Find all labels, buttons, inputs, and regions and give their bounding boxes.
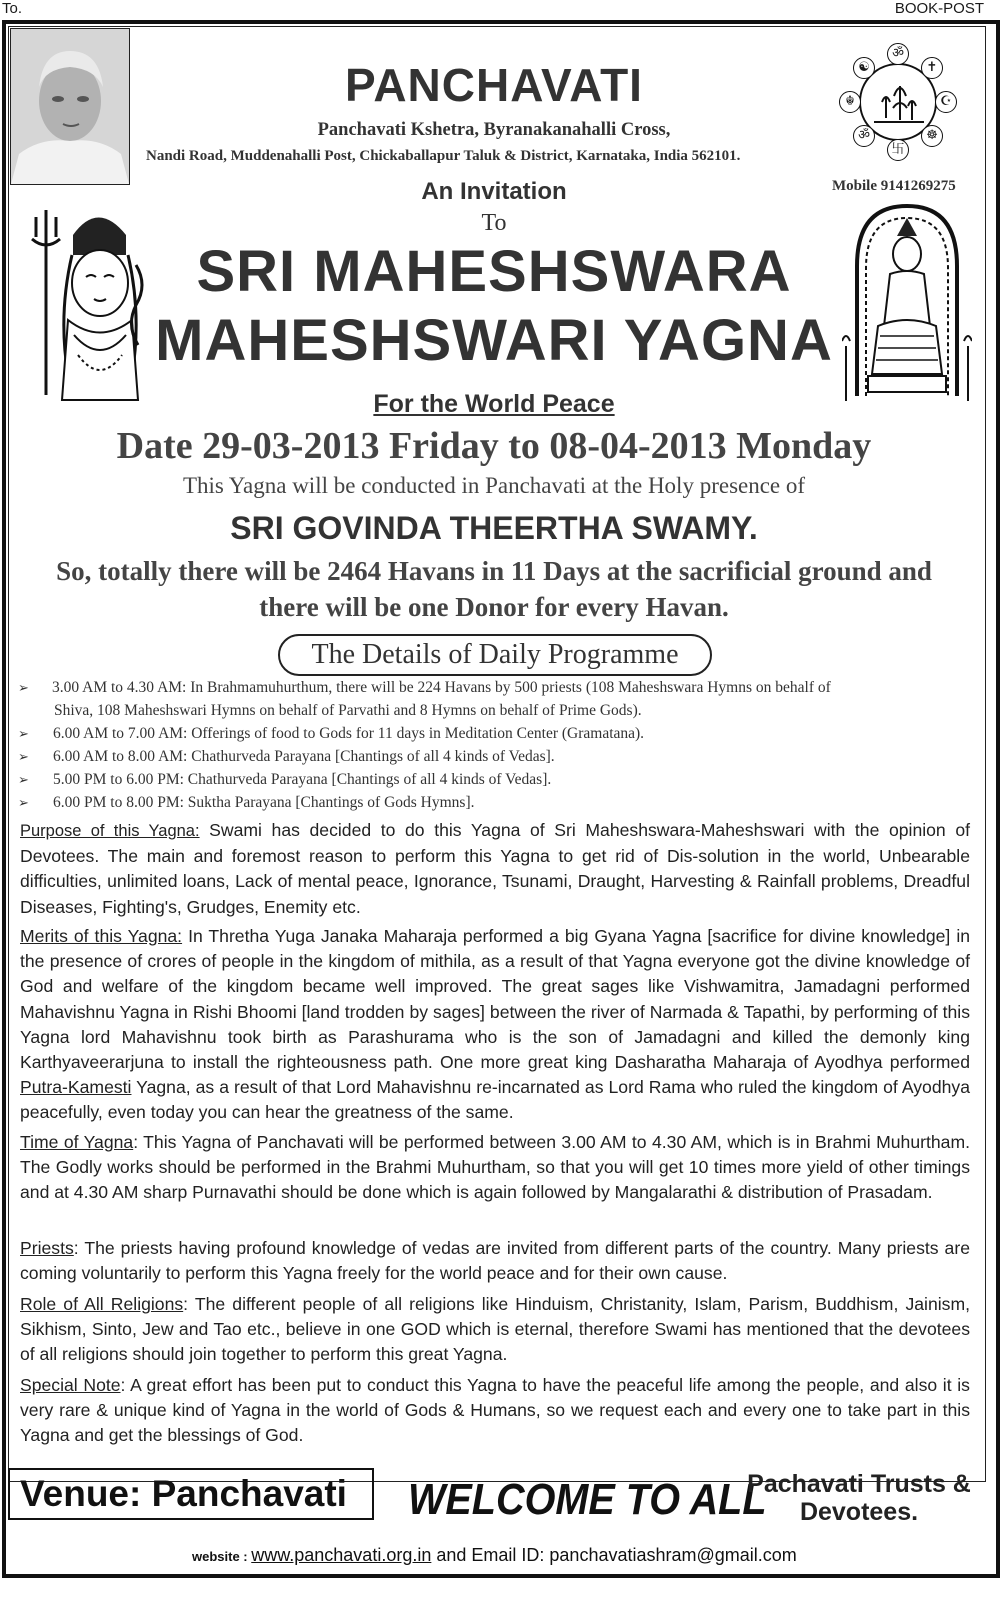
special-note-heading: Special Note (20, 1375, 121, 1395)
contact-line (192, 1545, 797, 1566)
to-line: To (481, 210, 507, 236)
religions-section (20, 1292, 970, 1368)
emblem-symbol-icon: ☯ (853, 57, 875, 79)
venue-box (8, 1468, 374, 1520)
emblem-symbol-icon: 卐 (887, 139, 909, 161)
special-note-section (20, 1373, 970, 1449)
trusts-line-1: Pachavati Trusts & (747, 1470, 971, 1498)
emblem-symbol-icon: ॐ (887, 43, 909, 65)
merits-heading: Merits of this Yagna: (20, 926, 183, 946)
emblem-symbol-icon: ☬ (839, 91, 861, 113)
time-text: : This Yagna of Panchavati will be performed between 3.00 AM to 4.30 AM, which is in Brahmi Muhurtham. The Godly works should be performed in the Brahmi Muhurtham, so that you will get 10 times more yield of other timings and at 4.30 AM sharp Purnavathi should be done which is again followed by Mangalarathi & distribution of Prasadam. (20, 1132, 970, 1203)
book-post-label: BOOK-POST (894, 0, 984, 17)
arrow-icon: ➢ (18, 772, 29, 787)
goddess-illustration (842, 196, 972, 406)
programme-item-1-line-1: 3.00 AM to 4.30 AM: In Brahmamuhurthum, there will be 224 Havans by 500 priests (108 Maheshswara Hymns on behalf of (52, 679, 831, 696)
trusts-line-2: Devotees. (799, 1498, 919, 1526)
email-address[interactable]: panchavatiashram@gmail.com (549, 1545, 797, 1565)
address-line-1: Panchavati Kshetra, Byranakanahalli Cross, (317, 120, 671, 140)
havans-line-2: there will be one Donor for every Havan. (259, 592, 729, 622)
conducted-line: This Yagna will be conducted in Panchavati at the Holy presence of (182, 473, 806, 498)
purpose-section (20, 818, 970, 920)
welcome-text: WELCOME TO ALL (408, 1475, 767, 1524)
merits-text-2: Yagna, as a result of that Lord Mahavishnu re-incarnated as Lord Rama who ruled the kingdom of Ayodhya peacefully, even today you can hear the greatness of the same. (20, 1077, 970, 1123)
to-label: To. (2, 0, 23, 17)
time-section (20, 1130, 970, 1206)
programme-title: The Details of Daily Programme (278, 634, 712, 676)
invitation-label: An Invitation (421, 178, 567, 205)
arrow-icon: ➢ (18, 726, 29, 741)
priests-section (20, 1236, 970, 1286)
arrow-icon: ➢ (18, 749, 29, 764)
venue-label: Venue: Panchavati (20, 1473, 347, 1514)
emblem-symbol-icon: ॐ (853, 125, 875, 147)
emblem-symbol-icon: ☸ (921, 125, 943, 147)
world-peace-subtitle: For the World Peace (373, 390, 615, 418)
religions-emblem (838, 36, 958, 171)
emblem-symbol-icon: ✝ (921, 57, 943, 79)
yagna-title-line-2: MAHESHSWARI YAGNA (155, 308, 833, 373)
yagna-title-line-1: SRI MAHESHSWARA (196, 239, 792, 304)
priests-heading: Priests (20, 1238, 74, 1258)
programme-item-2-text: 6.00 AM to 7.00 AM: Offerings of food to Gods for 11 days in Meditation Center (Gramatana). (53, 725, 645, 742)
address-line-2: Nandi Road, Muddenahalli Post, Chickaballapur Taluk & District, Karnataka, India 562101. (146, 148, 741, 164)
website-link[interactable]: www.panchavati.org.in (251, 1545, 432, 1565)
special-note-text: : A great effort has been put to conduct this Yagna to have the peaceful life among the people, and also it is very rare & unique kind of Yagna in the world of Gods & Humans, so we request each and every one to take part in this Yagna and get the blessings of God. (20, 1375, 970, 1446)
swamy-name: SRI GOVINDA THEERTHA SWAMY. (230, 510, 758, 546)
org-title: PANCHAVATI (345, 59, 643, 111)
religions-text: : The different people of all religions like Hinduism, Christanity, Islam, Parism, Buddhism, Jainism, Sikhism, Sinto, Jew and Tao etc., believe in one GOD which is eternal, therefore Swami has mentioned that the devotees of all religions should join together to perform this great Yagna. (20, 1294, 970, 1365)
programme-item-3-text: 6.00 AM to 8.00 AM: Chathurveda Parayana [Chantings of all 4 kinds of Vedas]. (53, 748, 555, 765)
time-heading: Time of Yagna (20, 1132, 134, 1152)
arrow-icon: ➢ (18, 680, 29, 695)
mobile-number: Mobile 9141269275 (832, 178, 956, 194)
putra-kamesti-link: Putra-Kamesti (20, 1077, 132, 1098)
programme-item-4-text: 5.00 PM to 6.00 PM: Chathurveda Parayana [Chantings of all 4 kinds of Vedas]. (53, 771, 552, 788)
programme-item-5-text: 6.00 PM to 8.00 PM: Suktha Parayana [Chantings of Gods Hymns]. (53, 794, 475, 811)
religions-heading: Role of All Religions (20, 1294, 184, 1314)
emblem-symbol-icon: ☪ (935, 91, 957, 113)
shiva-illustration (18, 195, 153, 405)
purpose-text: Swami has decided to do this Yagna of Sri Maheshswara-Maheshswari with the opinion of Devotees. The main and foremost reason to perform this Yagna to get rid of Dis-solution in the world, Unbearable difficulties, unlimited loans, Lack of mental peace, Ignorance, Tsunami, Draught, Harvesting & Rainfall problems, Dreadful Diseases, Fighting's, Grudges, Enemity etc. (20, 820, 970, 917)
event-date: Date 29-03-2013 Friday to 08-04-2013 Monday (116, 425, 872, 467)
programme-item-1-line-2: Shiva, 108 Maheshswari Hymns on behalf of Parvathi and 8 Hymns on behalf of Prime Gods). (54, 702, 642, 719)
swamy-portrait-photo (10, 28, 130, 185)
purpose-heading: Purpose of this Yagna: (20, 822, 200, 840)
website-label: website : (192, 1549, 252, 1564)
arrow-icon: ➢ (18, 795, 29, 810)
havans-line-1: So, totally there will be 2464 Havans in 11 Days at the sacrificial ground and (56, 556, 932, 586)
email-label: and Email ID: (431, 1545, 550, 1565)
priests-text: : The priests having profound knowledge of vedas are invited from different parts of the country. Many priests are coming voluntarily to perform this Yagna freely for the world peace and for their own cause. (20, 1238, 970, 1284)
merits-text-1: In Thretha Yuga Janaka Maharaja performed a big Gyana Yagna [sacrifice for divine knowledge] in the presence of crores of people in the kingdom of mithila, as a result of that Yagna everyone got the divine knowledge of God and welfare of the kingdom became well improved. The great sages like Vishwamitra, Jamadagni performed Mahavishnu Yagna in Rishi Bhoomi [land trodden by sages] between the river of Narmada & Tapathi, by performing of this Yagna lord Mahavishnu took birth as Parashurama who is the son of Jamadagni and killed the demonly king Karthyaveerarjuna to install the righteousness path. One more great king Dasharatha Maharaja of Ayodhya performed (20, 926, 971, 1073)
merits-section (20, 924, 970, 1126)
